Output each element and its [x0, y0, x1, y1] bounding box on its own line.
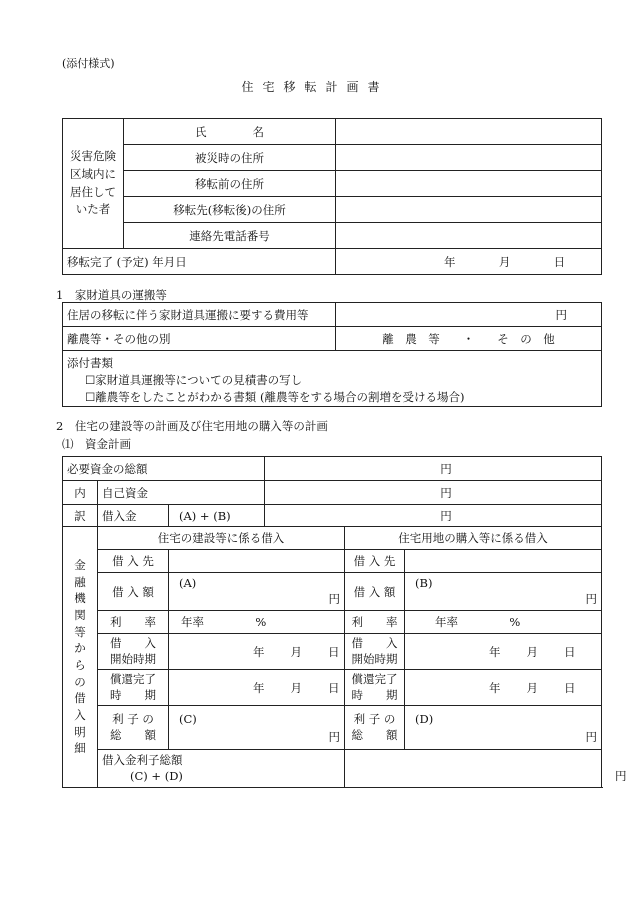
land-rate-label: 利 率 [345, 611, 405, 634]
yen-unit: 円 [585, 730, 598, 744]
group-label-line: 災害危険 [70, 148, 116, 163]
attachments-title: 添付書類 [67, 356, 113, 370]
attachment-item[interactable]: ☐離農等をしたことがわかる書類 (離農等をする場合の割増を受ける場合) [85, 390, 465, 404]
land-interest-field[interactable] [405, 706, 602, 750]
attachment-format-label: (添付様式) [62, 57, 115, 70]
disaster-address-field[interactable] [336, 145, 602, 171]
moving-cost-label: 住居の移転に伴う家財道具運搬に要する費用等 [63, 303, 336, 327]
house-rate-field[interactable] [169, 611, 345, 634]
name-label: 氏 名 [124, 119, 336, 145]
month-label: 月 [526, 680, 539, 695]
attachment-item[interactable]: ☐家財道具運搬等についての見積書の写し [85, 373, 303, 387]
borrowing-formula: (A) + (B) [169, 505, 265, 527]
house-rate-label: 利 率 [98, 611, 169, 634]
day-label: 日 [564, 644, 576, 659]
section1-heading: 1 家財道具の運搬等 [56, 288, 167, 302]
label-line: 時 期 [110, 687, 156, 702]
land-lender-field[interactable] [405, 550, 602, 573]
year-label: 年 [253, 680, 265, 695]
annual-rate-label: 年率 [181, 615, 204, 629]
land-amount-field[interactable] [405, 573, 602, 611]
name-field[interactable] [336, 119, 602, 145]
land-start-field[interactable] [405, 634, 602, 670]
section2-heading: 2 住宅の建設等の計画及び住宅用地の購入等の計画 [56, 419, 328, 433]
document-title: 住宅移転計画書 [241, 80, 389, 94]
month-label: 月 [526, 644, 539, 659]
mark-c: (C) [179, 712, 197, 726]
house-start-field[interactable] [169, 634, 345, 670]
label-line: 利 子 の [353, 711, 396, 726]
phone-field[interactable] [336, 223, 602, 249]
house-repay-field[interactable] [169, 670, 345, 706]
new-address-field[interactable] [336, 197, 602, 223]
day-label: 日 [328, 644, 340, 659]
house-lender-field[interactable] [169, 550, 345, 573]
borrowing-field[interactable]: 円 [265, 505, 602, 527]
annual-rate-label: 年率 [435, 615, 459, 629]
group-label-line: いた者 [75, 202, 111, 217]
loan-detail-label: 金融機関等からの借入明細 [63, 527, 98, 788]
total-interest-field[interactable] [345, 750, 627, 788]
attachments-cell [63, 351, 602, 407]
month-label: 月 [290, 680, 302, 695]
house-loan-header: 住宅の建設等に係る借入 [98, 527, 345, 550]
pre-move-address-label: 移転前の住所 [124, 171, 336, 197]
borrowing-label: 借入金 [98, 505, 169, 527]
house-amount-label: 借 入 額 [98, 573, 169, 611]
total-interest-label [98, 750, 345, 788]
month-label: 月 [290, 644, 302, 659]
group-label-line: 区域内に [70, 166, 116, 181]
label-line: 開始時期 [110, 651, 156, 666]
year-label: 年 [444, 254, 456, 269]
label-line: 借 入 [351, 635, 398, 650]
completion-date-field[interactable] [336, 249, 602, 275]
mark-b: (B) [415, 576, 433, 590]
house-interest-field[interactable] [169, 706, 345, 750]
day-label: 日 [553, 254, 566, 269]
land-loan-header: 住宅用地の購入等に係る借入 [345, 527, 602, 550]
land-repay-label [345, 670, 405, 706]
resident-group-label [63, 119, 124, 249]
group-label-line: 居住して [70, 184, 116, 199]
year-label: 年 [489, 644, 501, 659]
day-label: 日 [328, 680, 340, 695]
label-line: 利 子 の [112, 711, 154, 726]
disaster-address-label: 被災時の住所 [124, 145, 336, 171]
type-options[interactable]: 離 農 等 ・ そ の 他 [336, 327, 602, 351]
mark-d: (D) [415, 712, 434, 726]
land-lender-label: 借 入 先 [345, 550, 405, 573]
land-repay-field[interactable] [405, 670, 602, 706]
land-interest-label [345, 706, 405, 750]
total-funds-label: 必要資金の総額 [63, 457, 265, 481]
moving-cost-field[interactable]: 円 [336, 303, 602, 327]
own-funds-field[interactable]: 円 [265, 481, 602, 505]
total-funds-field[interactable]: 円 [265, 457, 602, 481]
label-line: 開始時期 [351, 651, 398, 666]
new-address-label: 移転先(移転後)の住所 [124, 197, 336, 223]
month-label: 月 [498, 254, 511, 269]
percent-sign: % [509, 615, 521, 629]
year-label: 年 [489, 680, 501, 695]
phone-label: 連絡先電話番号 [124, 223, 336, 249]
completion-date-label: 移転完了 (予定) 年月日 [63, 249, 336, 275]
house-repay-label [98, 670, 169, 706]
label-line: 時 期 [351, 687, 398, 702]
label-line: 総 額 [351, 727, 398, 742]
yen-unit: 円 [585, 592, 598, 606]
house-interest-label [98, 706, 169, 750]
breakdown-char: 内 [63, 481, 98, 505]
house-amount-field[interactable] [169, 573, 345, 611]
house-lender-label: 借 入 先 [98, 550, 169, 573]
household-goods-table [62, 302, 602, 407]
label-line: 償還完了 [351, 671, 398, 686]
year-label: 年 [253, 644, 265, 659]
land-rate-field[interactable] [405, 611, 602, 634]
fund-plan-subheading: ⑴ 資金計画 [62, 437, 131, 451]
label-line: (C) + (D) [130, 768, 183, 783]
own-funds-label: 自己資金 [98, 481, 265, 505]
mark-a: (A) [179, 576, 197, 590]
yen-unit: 円 [615, 769, 627, 783]
label-line: 償還完了 [110, 671, 156, 686]
day-label: 日 [564, 680, 576, 695]
label-line: 総 額 [110, 727, 156, 742]
land-start-label [345, 634, 405, 670]
land-amount-label: 借 入 額 [345, 573, 405, 611]
label-line: 借入金利子総額 [102, 752, 183, 767]
label-line: 借 入 [110, 635, 156, 650]
percent-sign: % [255, 615, 267, 629]
yen-unit: 円 [328, 592, 341, 606]
house-start-label [98, 634, 169, 670]
type-label: 離農等・その他の別 [63, 327, 336, 351]
resident-info-table [62, 118, 602, 275]
pre-move-address-field[interactable] [336, 171, 602, 197]
yen-unit: 円 [328, 730, 341, 744]
breakdown-char: 訳 [63, 505, 98, 527]
fund-plan-table [62, 456, 627, 788]
